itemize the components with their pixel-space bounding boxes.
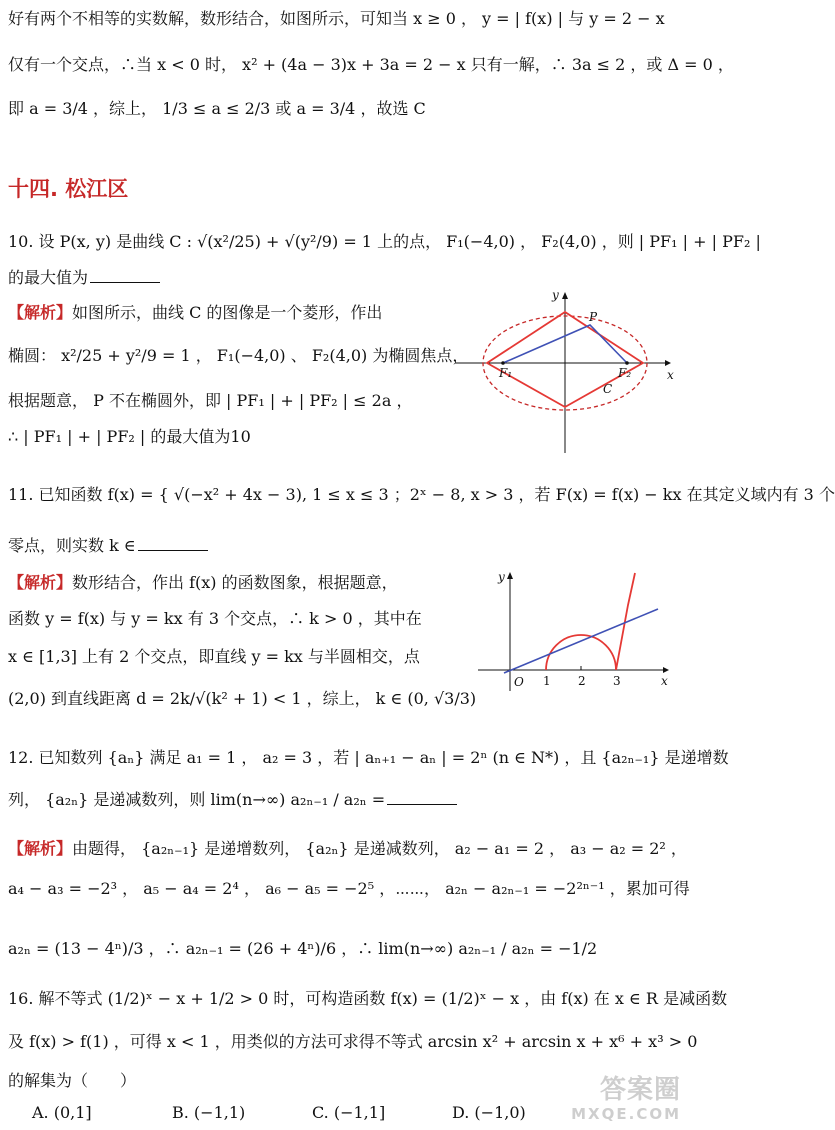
answer-blank <box>138 536 208 551</box>
q10-stem: 10. 设 P(x, y) 是曲线 C : √(x²/25) + √(y²/9) = 1 上的点， F₁(−4,0) ， F₂(4,0) ，则 | PF₁ | + | PF₂ | <box>8 232 761 251</box>
q10-analysis-2: 椭圆： x²/25 + y²/9 = 1 ， F₁(−4,0) 、 F₂(4,0) 为椭圆焦点， <box>8 346 469 365</box>
label-y: y <box>552 288 559 302</box>
watermark-url: MXQE.COM <box>571 1105 681 1123</box>
q11-analysis-2: 函数 y = f(x) 与 y = kx 有 3 个交点，∴ k > 0 ，其中在 <box>8 609 422 628</box>
label-p: P <box>589 310 598 324</box>
analysis-tag: 【解析】 <box>8 839 73 858</box>
label-y: y <box>498 570 505 584</box>
label-f1: F₁ <box>499 366 513 380</box>
label-x: x <box>667 368 674 382</box>
analysis-tag: 【解析】 <box>8 573 73 592</box>
tick-label-3: 3 <box>613 674 621 688</box>
choice-b[interactable]: B. (−1,1) <box>172 1103 246 1122</box>
label-f2: F₂ <box>618 366 632 380</box>
q10-stem-2: 的最大值为 <box>8 267 160 289</box>
section-title: 十四. 松江区 <box>8 177 129 201</box>
choice-c[interactable]: C. (−1,1] <box>312 1103 386 1122</box>
q11-analysis-4: (2,0) 到直线距离 d = 2k/√(k² + 1) < 1 ，综上， k ∈ (0, √3/3) <box>8 689 477 708</box>
q11-stem: 11. 已知函数 f(x) = { √(−x² + 4x − 3), 1 ≤ x ≤ 3 ；2ˣ − 8, x > 3 ，若 F(x) = f(x) − kx 在其定义域内有 3 个 <box>8 485 835 504</box>
y-arrow <box>562 292 568 299</box>
q12-analysis-2: a₄ − a₃ = −2³ ， a₅ − a₄ = 2⁴ ， a₆ − a₅ = −2⁵ ，⋯⋯， a₂ₙ − a₂ₙ₋₁ = −2²ⁿ⁻¹ ，累加可得 <box>8 879 690 898</box>
x-arrow <box>663 667 669 673</box>
q11-stem-2: 零点，则实数 k ∈ <box>8 535 208 557</box>
q12-analysis-1: 【解析】由题得， {a₂ₙ₋₁} 是递增数列， {a₂ₙ} 是递减数列， a₂ − a₁ = 2 ， a₃ − a₂ = 2² ， <box>8 839 687 858</box>
tick-label-2: 2 <box>578 674 586 688</box>
q16-stem-3: 的解集为（ ） <box>8 1071 137 1090</box>
q16-stem-2: 及 f(x) > f(1) ，可得 x < 1 ，用类似的方法可求得不等式 arcsin x² + arcsin x + x⁶ + x³ > 0 <box>8 1032 698 1051</box>
line-y-kx <box>504 609 658 673</box>
semicircle-line-figure <box>478 565 678 695</box>
label-x: x <box>661 674 668 688</box>
x-arrow <box>665 360 671 366</box>
q12-stem-2: 列， {a₂ₙ} 是递减数列，则 lim(n→∞) a₂ₙ₋₁ / a₂ₙ = <box>8 789 457 811</box>
y-arrow <box>507 572 513 579</box>
watermark <box>571 1075 681 1126</box>
label-o: O <box>514 675 524 689</box>
text-line-3: 即 a = 3/4 ，综上， 1/3 ≤ a ≤ 2/3 或 a = 3/4 ，故选 C <box>8 99 426 118</box>
q10-analysis-4: ∴ | PF₁ | + | PF₂ | 的最大值为10 <box>8 427 251 446</box>
q12-analysis-3: a₂ₙ = (13 − 4ⁿ)/3 ，∴ a₂ₙ₋₁ = (26 + 4ⁿ)/6 ，∴ lim(n→∞) a₂ₙ₋₁ / a₂ₙ = −1/2 <box>8 939 598 958</box>
answer-blank <box>90 268 160 283</box>
exponential-branch <box>616 573 635 670</box>
q10-analysis-1: 【解析】如图所示，曲线 C 的图像是一个菱形，作出 <box>8 303 383 322</box>
analysis-tag: 【解析】 <box>8 303 73 322</box>
text-line-1: 好有两个不相等的实数解，数形结合，如图所示，可知当 x ≥ 0 ， y = | f(x) | 与 y = 2 − x <box>8 9 665 28</box>
q11-analysis-3: x ∈ [1,3] 上有 2 个交点，即直线 y = kx 与半圆相交，点 <box>8 647 420 666</box>
tick-label-1: 1 <box>543 674 551 688</box>
answer-blank <box>387 790 457 805</box>
focus-f2 <box>625 361 629 365</box>
focus-f1 <box>501 361 505 365</box>
q12-stem: 12. 已知数列 {aₙ} 满足 a₁ = 1 ， a₂ = 3 ，若 | aₙ₊₁ − aₙ | = 2ⁿ (n ∈ N*) ，且 {a₂ₙ₋₁} 是递增数 <box>8 748 729 767</box>
q16-stem-1: 16. 解不等式 (1/2)ˣ − x + 1/2 > 0 时，可构造函数 f(x) = (1/2)ˣ − x ，由 f(x) 在 x ∈ R 是减函数 <box>8 989 728 1008</box>
text-line-2: 仅有一个交点，∴当 x < 0 时， x² + (4a − 3)x + 3a = 2 − x 只有一解，∴ 3a ≤ 2 ，或 Δ = 0 ， <box>8 55 734 74</box>
q10-analysis-3: 根据题意， P 不在椭圆外，即 | PF₁ | + | PF₂ | ≤ 2a ， <box>8 391 413 410</box>
q11-analysis-1: 【解析】数形结合，作出 f(x) 的函数图象，根据题意， <box>8 573 398 592</box>
watermark-title: 答案圈 <box>599 1075 681 1105</box>
label-c: C <box>603 382 613 396</box>
rhombus-ellipse-figure <box>455 285 680 455</box>
choice-d[interactable]: D. (−1,0) <box>452 1103 526 1122</box>
choice-a[interactable]: A. (0,1] <box>32 1103 92 1122</box>
